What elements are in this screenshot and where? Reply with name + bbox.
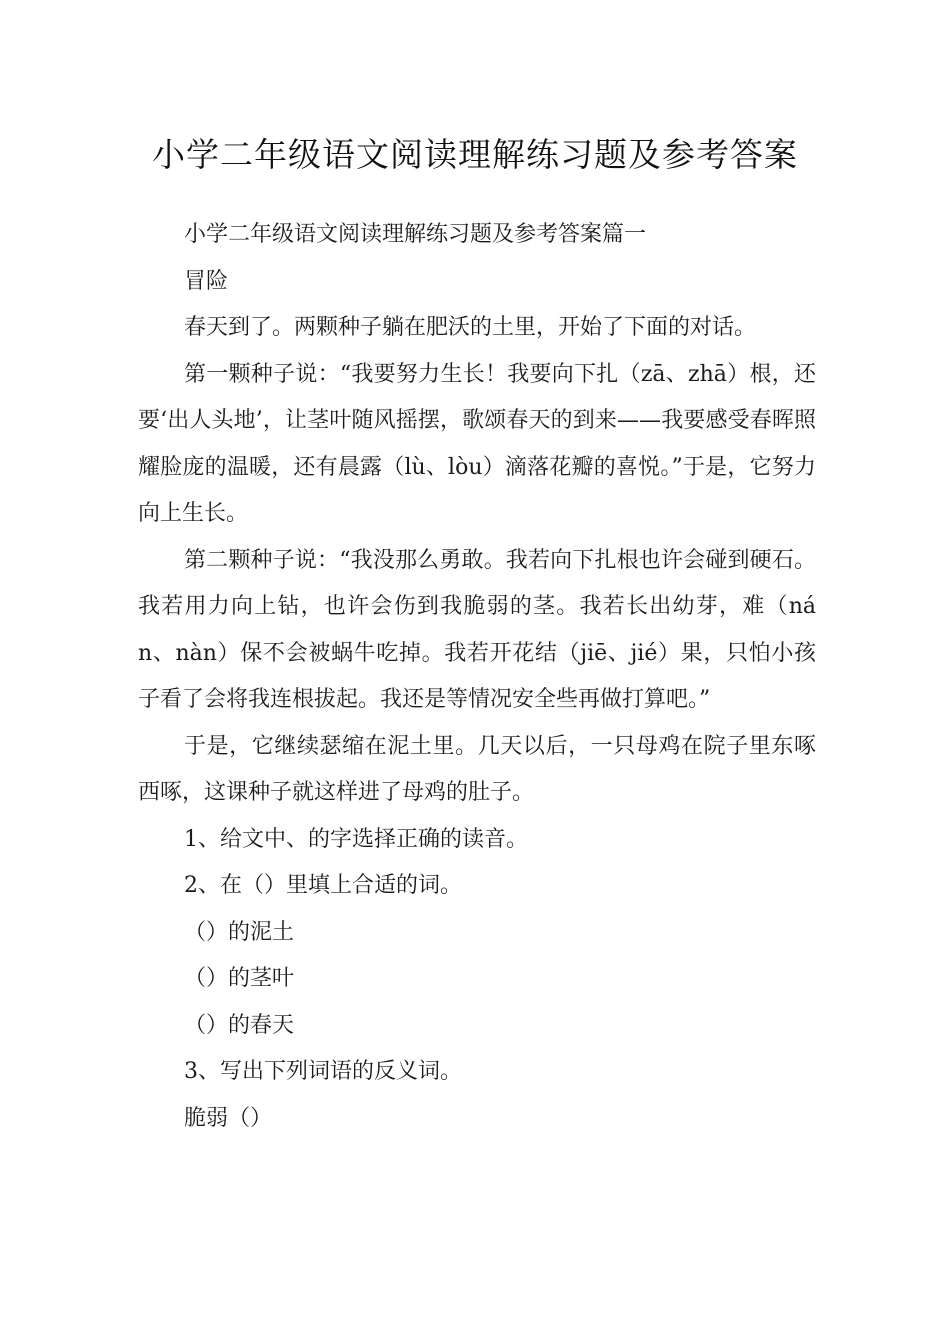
fill-blank-item: 脆弱（） <box>184 1105 273 1131</box>
story-paragraph: 春天到了。两颗种子躺在肥沃的土里，开始了下面的对话。 <box>184 315 757 340</box>
story-paragraph: 第一颗种子说：“我要努力生长！我要向下扎（zā、zhā）根，还要‘出人头地’，让茎叶随风摇摆，歌颂春天的到来——我要感受春晖照耀脸庞的温暖，还有晨露（lù、lòu）滴落花瓣的喜悦。”于是，它努力向上生长。 <box>138 361 816 526</box>
fill-blank-item: （）的茎叶 <box>184 966 295 991</box>
story-paragraph: 于是，它继续瑟缩在泥土里。几天以后，一只母鸡在院子里东啄西啄，这课种子就这样进了母鸡的肚子。 <box>138 733 816 805</box>
document-body <box>138 212 816 1142</box>
document-title: 小学二年级语文阅读理解练习题及参考答案 <box>152 135 798 174</box>
section-heading: 小学二年级语文阅读理解练习题及参考答案篇一 <box>184 222 647 247</box>
question-item: 2、在（）里填上合适的词。 <box>184 873 462 898</box>
story-paragraph: 第二颗种子说：“我没那么勇敢。我若向下扎根也许会碰到硬石。我若用力向上钻，也许会伤到我脆弱的茎。我若长出幼芽，难（nán、nàn）保不会被蜗牛吃掉。我若开花结（jiē、jié）果，只怕小孩子看了会将我连根拔起。我还是等情况安全些再做打算吧。” <box>138 547 816 712</box>
question-item: 1、给文中、的字选择正确的读音。 <box>184 826 528 852</box>
fill-blank-item: （）的泥土 <box>184 919 295 945</box>
story-title: 冒险 <box>184 268 229 294</box>
fill-blank-item: （）的春天 <box>184 1012 295 1038</box>
question-item: 3、写出下列词语的反义词。 <box>184 1059 462 1084</box>
